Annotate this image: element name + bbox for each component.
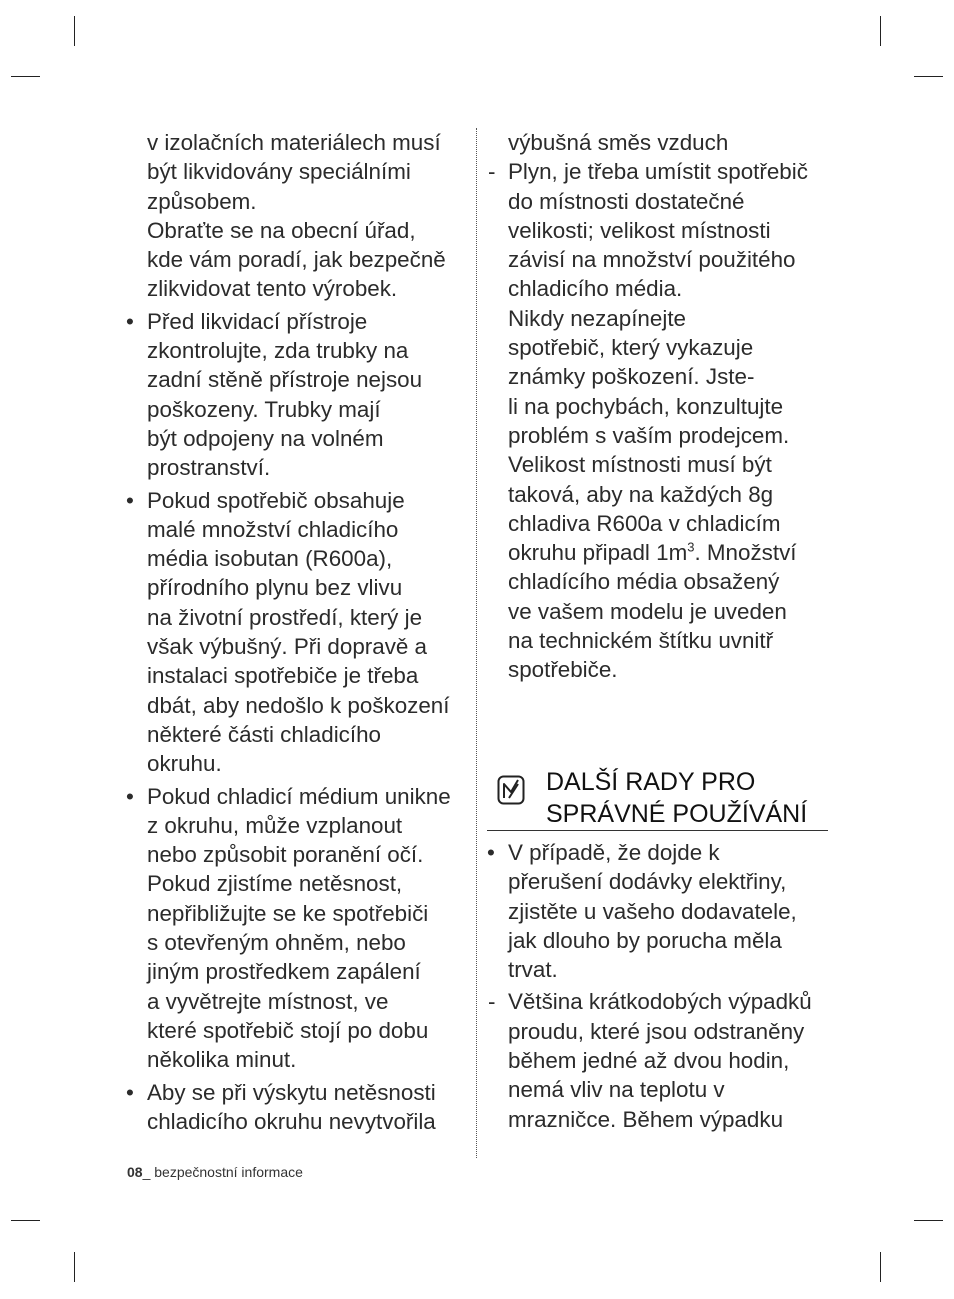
text-line: nemá vliv na teplotu v (508, 1077, 725, 1103)
text-line: taková, aby na každých 8g (508, 481, 774, 507)
list-item (126, 486, 471, 779)
text-line: - Plyn, je třeba umístit spotřebič (508, 159, 808, 185)
text-line: ve vašem modelu je uveden (508, 598, 787, 624)
right-column (487, 128, 832, 685)
text-line: však výbušný. Při dopravě a (147, 634, 428, 660)
continuation-line (487, 128, 832, 157)
text-line: jiným prostředkem zapálení (147, 959, 421, 985)
text-line: na technickém štítku uvnitř (508, 628, 774, 654)
text-line: některé části chladicího (147, 721, 381, 747)
text-line: závisí na množství použitého (508, 247, 796, 273)
text-line: prostranství. (147, 455, 271, 481)
text-line: • Pokud spotřebič obsahuje (147, 487, 405, 513)
crop-mark (880, 1252, 881, 1282)
text-line: přírodního plynu bez vlivu (147, 575, 403, 601)
text-line: poškozeny. Trubky mají (147, 396, 381, 422)
section-heading (487, 766, 828, 831)
crop-mark (74, 1252, 75, 1282)
note-icon (497, 775, 525, 805)
text-line: známky poškození. Jste- (508, 364, 755, 390)
text-line: proudu, které jsou odstraněny (508, 1018, 805, 1044)
crop-mark (11, 1220, 40, 1221)
text-line: zjistěte u vašeho dodavatele, (508, 898, 797, 924)
text-line: spotřebiče. (508, 657, 618, 683)
text-line: Pokud zjistíme netěsnost, (147, 871, 403, 897)
text-line: chladícího média obsažený (508, 569, 780, 595)
text-line: výbušná směs vzduch (508, 130, 729, 155)
crop-mark (880, 16, 881, 46)
page-footer (127, 1164, 303, 1180)
text-line: způsobem. (147, 188, 257, 214)
text-line: Nikdy nezapínejte (508, 305, 686, 331)
text-line (508, 538, 832, 567)
text-line: přerušení dodávky elektřiny, (508, 869, 787, 895)
title-line: DALŠÍ RADY PRO (546, 768, 756, 796)
text-line: média isobutan (R600a), (147, 546, 393, 572)
text-line: zadní stěně přístroje nejsou (147, 367, 423, 393)
text-line: chladicího okruhu nevytvořila (147, 1108, 436, 1134)
text-line: z okruhu, může vzplanout (147, 812, 403, 838)
continuation-paragraph (126, 128, 471, 304)
superscript: 3 (687, 539, 695, 555)
text-line: • Aby se při výskytu netěsnosti (147, 1079, 436, 1105)
text-line: na životní prostředí, který je (147, 604, 423, 630)
text-line: chladiva R600a v chladicím (508, 510, 781, 536)
crop-mark (914, 76, 943, 77)
text-line: • V případě, že dojde k (508, 840, 720, 865)
text-fragment: . Množství (694, 540, 797, 566)
footer-section: _ bezpečnostní informace (142, 1164, 303, 1180)
text-line: dbát, aby nedošlo k poškození (147, 692, 450, 718)
left-column (126, 128, 471, 1136)
crop-mark (11, 76, 40, 77)
text-line: trvat. (508, 957, 558, 983)
text-line: v izolačních materiálech musí (147, 130, 441, 155)
text-line: instalaci spotřebiče je třeba (147, 663, 419, 689)
list-item (126, 307, 471, 483)
tips-list (487, 838, 832, 1134)
text-line: spotřebič, který vykazuje (508, 335, 754, 361)
list-item (487, 987, 832, 1133)
text-line: které spotřebič stojí po dobu (147, 1017, 429, 1043)
text-line: jak dlouho by porucha měla (508, 927, 782, 953)
text-line: li na pochybách, konzultujte (508, 393, 784, 419)
text-line: problém s vaším prodejcem. (508, 422, 790, 448)
text-line: • Pokud chladicí médium unikne (147, 783, 451, 809)
text-line: velikosti; velikost místnosti (508, 217, 771, 243)
text-line: do místnosti dostatečné (508, 188, 745, 214)
text-line: během jedné až dvou hodin, (508, 1048, 790, 1074)
text-line: být likvidovány speciálními (147, 159, 411, 185)
text-line: - Většina krátkodobých výpadků (508, 989, 812, 1015)
crop-mark (74, 16, 75, 46)
text-line: s otevřeným ohněm, nebo (147, 930, 406, 956)
text-line: malé množství chladicího (147, 516, 399, 542)
text-line: Velikost místnosti musí být (508, 452, 772, 478)
text-line: • Před likvidací přístroje (147, 308, 368, 334)
text-line: zlikvidovat tento výrobek. (147, 276, 398, 302)
text-line: zkontrolujte, zda trubky na (147, 338, 409, 364)
column-divider (476, 128, 477, 1158)
section-title (546, 766, 807, 830)
text-fragment: okruhu připadl 1m (508, 540, 688, 566)
title-line: SPRÁVNÉ POUŽÍVÁNÍ (546, 800, 808, 828)
text-line: a vyvětrejte místnost, ve (147, 988, 389, 1014)
text-line: chladicího média. (508, 276, 683, 302)
list-item (487, 157, 832, 684)
text-line: nebo způsobit poranění očí. (147, 842, 424, 868)
text-line: nepřibližujte se ke spotřebiči (147, 900, 429, 926)
text-line: mrazničce. Během výpadku (508, 1106, 784, 1132)
text-line: být odpojeny na volném (147, 425, 384, 451)
page-number: 08 (127, 1164, 143, 1180)
text-line: Obraťte se na obecní úřad, (147, 217, 416, 243)
text-line: kde vám poradí, jak bezpečně (147, 247, 446, 273)
text-line: několika minut. (147, 1047, 297, 1073)
crop-mark (914, 1220, 943, 1221)
list-item (126, 782, 471, 1075)
list-item (126, 1078, 471, 1137)
text-line: okruhu. (147, 751, 222, 777)
list-item (487, 838, 832, 984)
